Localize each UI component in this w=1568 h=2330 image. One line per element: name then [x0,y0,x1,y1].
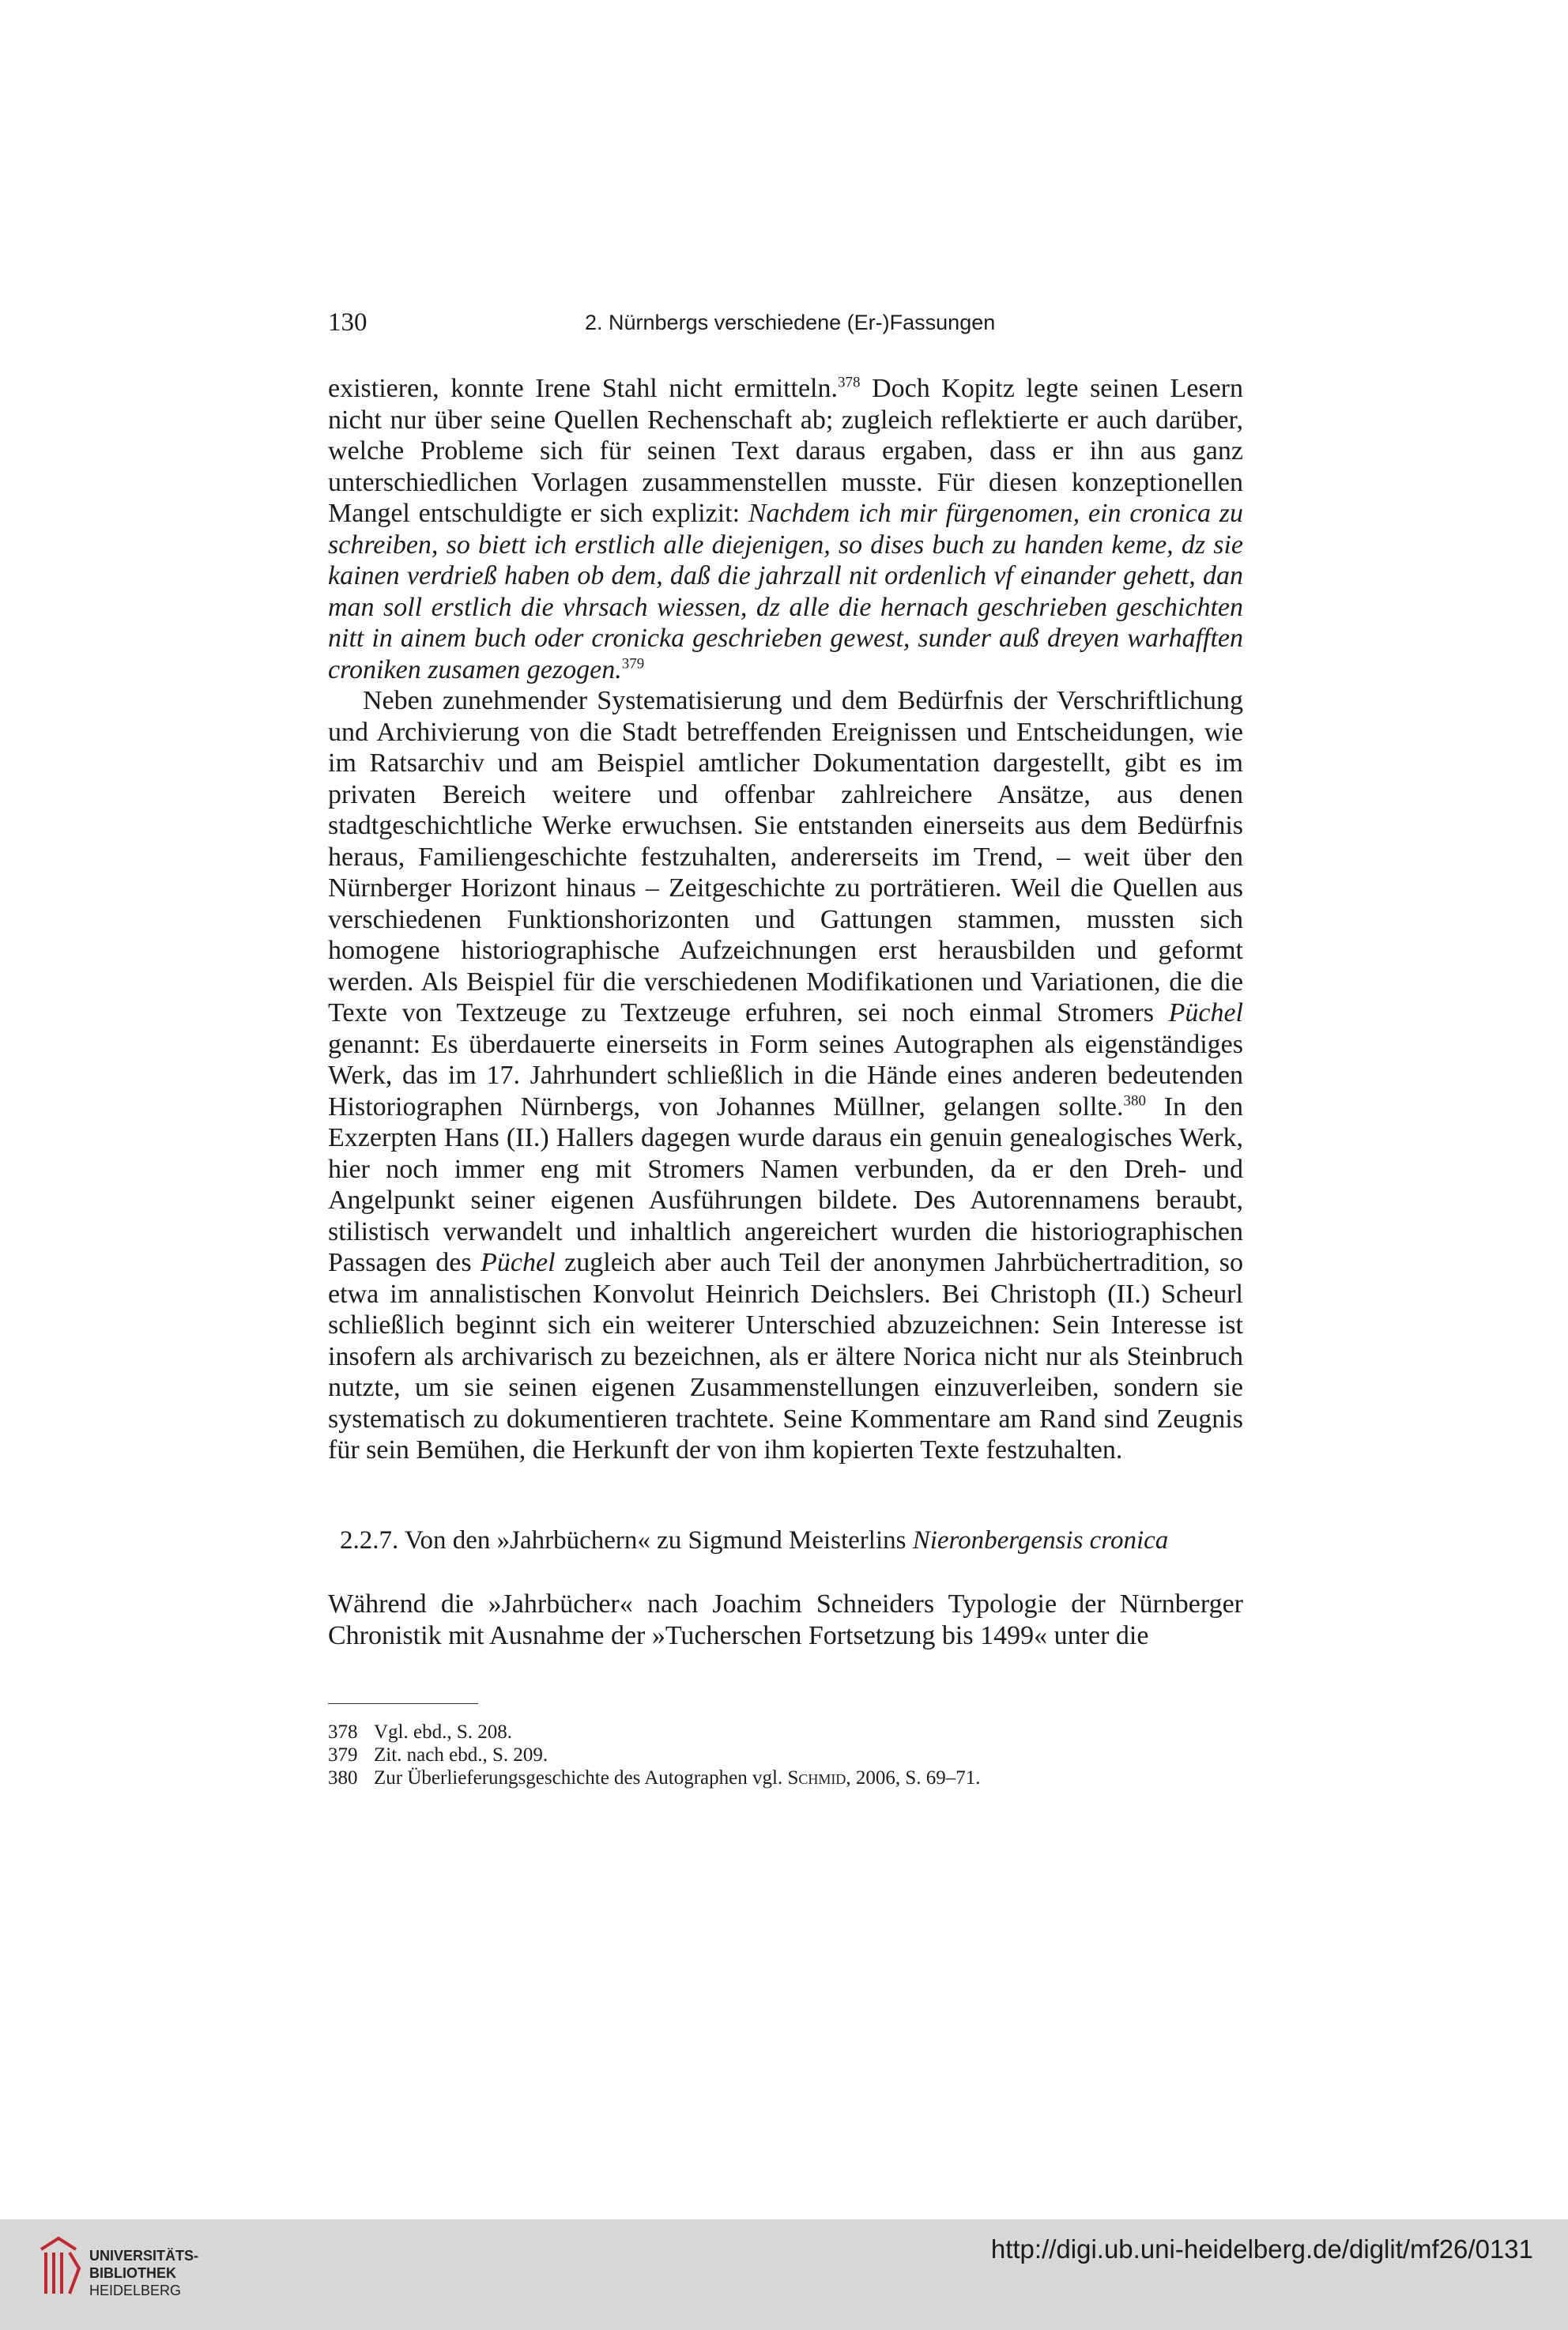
footnote-ref-379: 379 [621,655,645,673]
paragraph-1-text-a: existieren, konnte Irene Stahl nicht ermitteln. [328,374,839,403]
paragraph-1 [328,373,1243,685]
paragraph-2 [328,685,1243,1466]
footnote-text-pre: Zur Überlieferungsgeschichte des Autographen vgl. [374,1767,788,1789]
library-name-line-3: HEIDELBERG [89,2283,182,2298]
section-heading-italic: Nieronbergensis cronica [912,1526,1169,1555]
paragraph-1-text-b: Doch Kopitz legte seinen Lesern nicht nur über seine Quellen Rechenschaft ab; zugleich reflektierte er auch darüber, welche Probleme sich für seinen Text daraus ergaben, dass er ihn aus ganz unterschiedlichen Vorlagen zusammenstellen musste. Für diesen konzeptionellen Mangel entschuldigte er sich explizit: [328,374,1244,528]
footnote-author: Schmid [787,1767,846,1789]
paragraph-2-italic-puechel-1: Püchel [1168,998,1243,1027]
running-head: 2. Nürnbergs verschiedene (Er-)Fassungen [585,311,996,334]
source-url-link[interactable]: http://digi.ub.uni-heidelberg.de/diglit/mf26/0131 [990,2234,1533,2264]
page-header [328,305,1243,340]
paragraph-2-text-a: Neben zunehmender Systematisierung und dem Bedürfnis der Verschriftlichung und Archivierung von die Stadt betreffenden Ereignissen und Entscheidungen, wie im Ratsarchiv und am Beispiel amtlicher Dokumentation dargestellt, gibt es im privaten Bereich weitere und offenbar zahlreichere Ansätze, aus denen stadtgeschichtliche Werke erwuchsen. Sie entstanden einerseits aus dem Bedürfnis heraus, Familiengeschichte festzuhalten, andererseits im Trend, – weit über den Nürnberger Horizont hinaus – Zeitgeschichte zu porträtieren. Weil die Quellen aus verschiedenen Funktionshorizonten und Gattungen stammen, mussten sich homogene historiographische Aufzeichnungen erst herausbilden und geformt werden. Als Beispiel für die verschiedenen Modifikationen und Variationen, die die Texte von Textzeuge zu Textzeuge erfuhren, sei noch einmal Stromers [328,686,1243,1027]
footnote-divider [328,1703,478,1704]
footnote-number: 378 [328,1721,358,1743]
paragraph-2-italic-puechel-2: Püchel [481,1248,556,1277]
section-heading [340,1525,1243,1556]
footnote-text: Vgl. ebd., S. 208. [374,1721,512,1743]
library-name-line-2: BIBLIOTHEK [89,2265,176,2281]
main-text [328,373,1243,1466]
footnote-number: 380 [328,1767,358,1789]
footnotes [328,1721,1243,1789]
footnote-ref-378: 378 [838,374,861,391]
footnote-text: Zit. nach ebd., S. 209. [374,1744,548,1766]
paragraph-1-quote: Nachdem ich mir fürgenomen, ein cronica zu schreiben, so biett ich erstlich alle diejenigen, so dises buch zu handen keme, dz sie kainen verdrieß haben ob dem, daß die jahrzall nit ordenlich vf einander gehett, dan man soll erstlich die vhrsach wiessen, dz alle die hernach geschrieben geschichten nitt in ainem buch oder cronicka geschrieben gewest, sunder auß dreyen warhafften croniken zusamen gezogen. [328,499,1243,684]
library-name-line-1: UNIVERSITÄTS- [89,2248,199,2264]
paragraph-3: Während die »Jahrbücher« nach Joachim Schneiders Typologie der Nürnberger Chronistik mit Ausnahme der »Tucherschen Fortsetzung bis 1499« unter die [328,1589,1243,1650]
university-library-logo-icon [35,2230,82,2302]
footnote-ref-380: 380 [1123,1092,1146,1110]
footnote-380 [328,1766,1243,1789]
section-heading-text: 2.2.7. Von den »Jahrbüchern« zu Sigmund Meisterlins [340,1526,913,1555]
footnote-text [374,1766,981,1789]
library-name [89,2247,198,2299]
paragraph-2-text-b: genannt: Es überdauerte einerseits in Form seines Autographen als eigenständiges Werk, das im 17. Jahrhundert schließlich in die Hände eines anderen bedeutenden Historiographen Nürnbergs, von Johannes Müllner, gelangen sollte. [328,1029,1243,1122]
footnote-number: 379 [328,1744,358,1766]
text-after-heading [328,1589,1243,1651]
footnote-379 [328,1744,1243,1766]
paragraph-2-text-c: In den Exzerpten Hans (II.) Hallers dagegen wurde daraus ein genuin genealogisches Werk, hier noch immer eng mit Stromers Namen verbunden, da er den Dreh- und Angelpunkt seiner eigenen Ausführungen bildete. Des Autorennamens beraubt, stilistisch verwandelt und inhaltlich angereichert wurden die historiographischen Passagen des [328,1091,1243,1277]
paragraph-2-text-d: zugleich aber auch Teil der anonymen Jahrbüchertradition, so etwa im annalistischen Konvolut Heinrich Deichslers. Bei Christoph (II.) Scheurl schließlich beginnt sich ein weiterer Unterschied abzuzeichnen: Sein Interesse ist insofern als archivarisch zu bezeichnen, als er ältere Norica nicht nur als Steinbruch nutzte, um sie seinen eigenen Zusammenstellungen einzuverleiben, sondern sie systematisch zu dokumentieren trachtete. Seine Kommentare am Rand sind Zeugnis für sein Bemühen, die Herkunft der von ihm kopierten Texte festzuhalten. [328,1248,1244,1465]
page-number: 130 [328,308,368,337]
footnote-text-post: , 2006, S. 69–71. [846,1767,981,1789]
footnote-378 [328,1721,1243,1744]
